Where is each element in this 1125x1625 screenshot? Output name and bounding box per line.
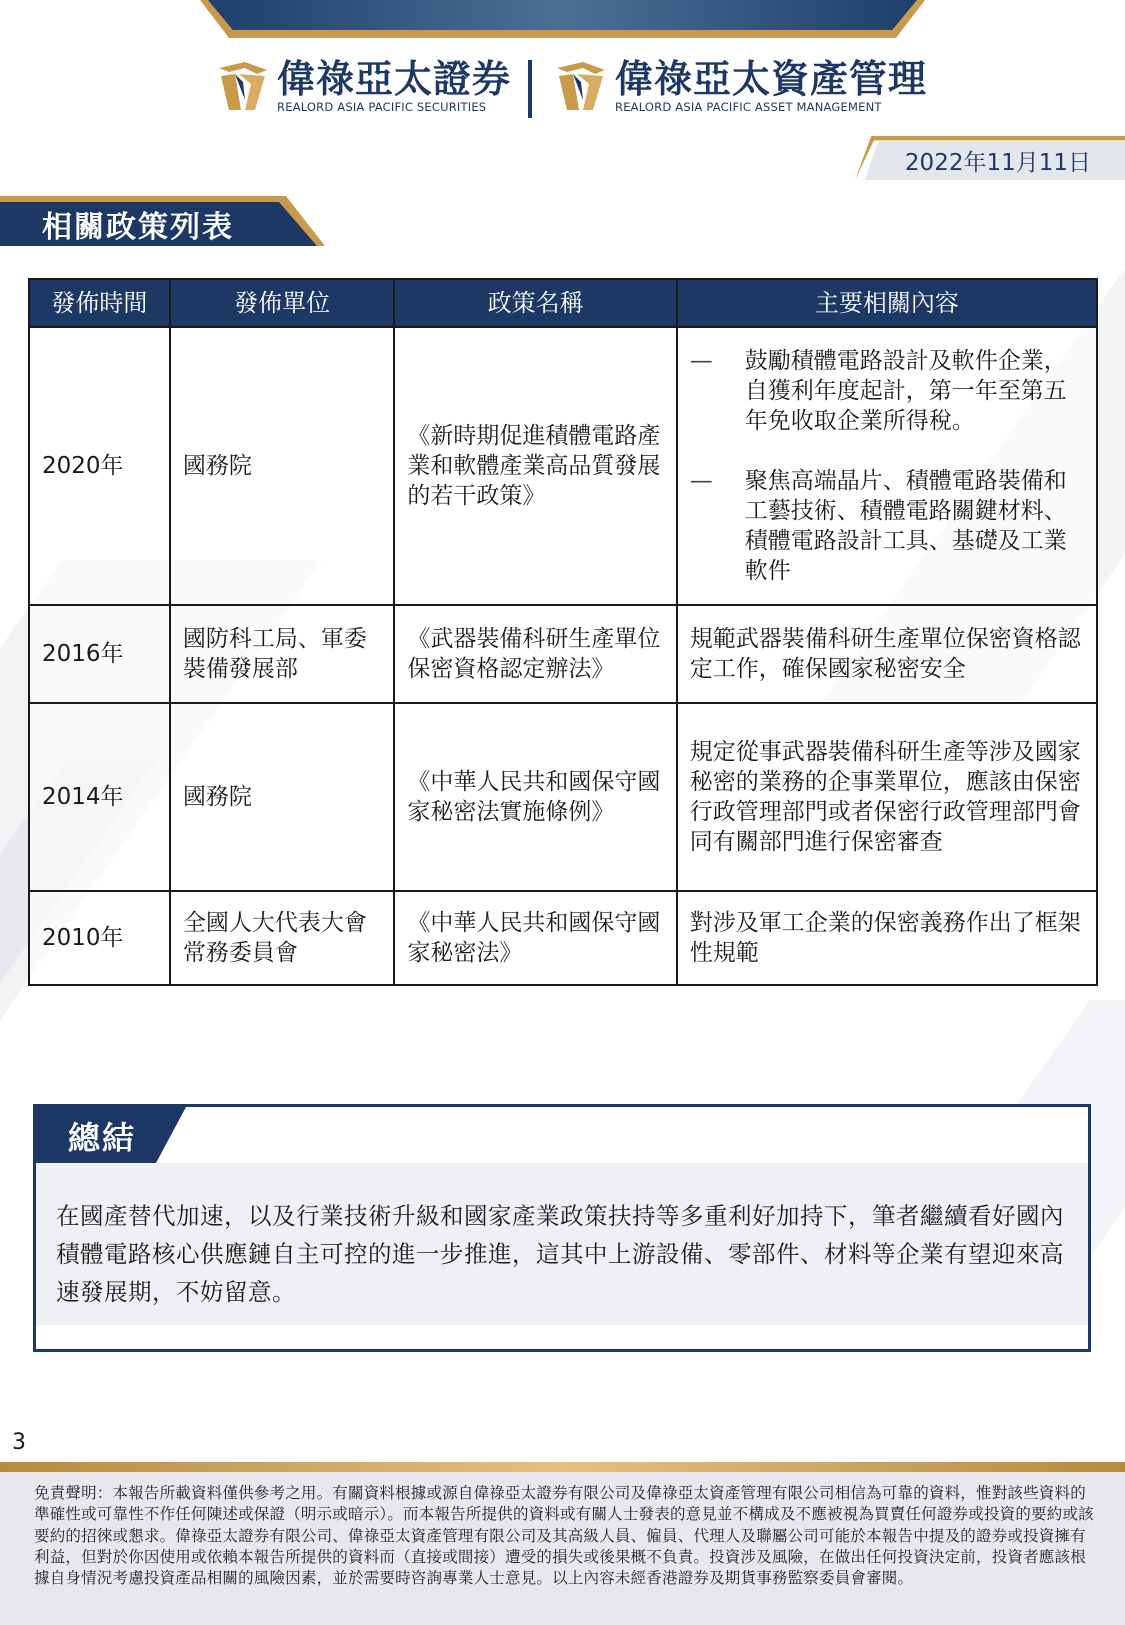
logo-divider — [528, 60, 532, 118]
cell-content: 規範武器裝備科研生產單位保密資格認定工作，確保國家秘密安全 — [677, 605, 1097, 703]
logo-asset-management — [553, 58, 927, 114]
logo-asset-cn: 偉祿亞太資產管理 — [615, 57, 928, 101]
cell-policy: 《中華人民共和國保守國家秘密法實施條例》 — [394, 703, 676, 891]
table-row — [29, 605, 1097, 703]
cell-year: 2014年 — [29, 703, 170, 891]
cell-unit: 全國人大代表大會常務委員會 — [170, 891, 395, 985]
cell-policy: 《中華人民共和國保守國家秘密法》 — [394, 891, 676, 985]
cell-content: 對涉及軍工企業的保密義務作出了框架性規範 — [677, 891, 1097, 985]
header-logos — [0, 58, 1125, 120]
content-list-item — [690, 346, 1084, 436]
table-header-row — [29, 279, 1097, 327]
section-title: 相關政策列表 — [42, 210, 234, 245]
summary-box — [33, 1104, 1091, 1352]
table-row — [29, 327, 1097, 605]
page-number: 3 — [12, 1430, 26, 1455]
lion-logo-icon — [215, 60, 271, 112]
column-header: 發佈時間 — [29, 279, 170, 327]
column-header: 發佈單位 — [170, 279, 395, 327]
cell-content — [677, 327, 1097, 605]
table-row — [29, 891, 1097, 985]
content-item-text: 聚焦高端晶片、積體電路裝備和工藝技術、積體電路關鍵材料、積體電路設計工具、基礎及工業軟件 — [744, 468, 1067, 584]
cell-year: 2016年 — [29, 605, 170, 703]
column-header: 主要相關內容 — [677, 279, 1097, 327]
content-item-text: 鼓勵積體電路設計及軟件企業，自獲利年度起計，第一年至第五年免收取企業所得稅。 — [744, 348, 1067, 434]
logo-securities — [215, 58, 511, 114]
cell-year: 2020年 — [29, 327, 170, 605]
cell-policy: 《新時期促進積體電路產業和軟體產業高品質發展的若干政策》 — [394, 327, 676, 605]
logo-securities-en: REALORD ASIA PACIFIC SECURITIES — [277, 100, 487, 114]
column-header: 政策名稱 — [394, 279, 676, 327]
cell-policy: 《武器裝備科研生產單位保密資格認定辦法》 — [394, 605, 676, 703]
cell-unit: 國防科工局、軍委裝備發展部 — [170, 605, 395, 703]
logo-securities-cn: 偉祿亞太證券 — [277, 57, 512, 101]
disclaimer-text: 免責聲明：本報告所載資料僅供參考之用。有關資料根據或源自偉祿亞太證券有限公司及偉祿亞太資產管理有限公司相信為可靠的資料，惟對該些資料的準確性或可靠性不作任何陳述或保證（明示或暗示）。而本報告所提供的資料或有關人士發表的意見並不構成及不應被視為買賣任何證券或投資的要約或該要約的招徠或懇求。偉祿亞太證券有限公司、偉祿亞太資產管理有限公司及其高級人員、僱員、代理人及聯屬公司可能於本報告中提及的證券或投資擁有利益，但對於你因使用或依賴本報告所提供的資料而（直接或間接）遭受的損失或後果概不負責。投資涉及風險，在做出任何投資決定前，投資者應該根據自身情況考慮投資產品相關的風險因素，並於需要時咨詢專業人士意見。以上內容未經香港證券及期貨事務監察委員會審閱。 — [34, 1484, 1094, 1588]
top-banner — [200, 0, 925, 38]
dash-bullet: — — [689, 468, 713, 494]
cell-unit: 國務院 — [170, 327, 395, 605]
lion-logo-icon — [553, 60, 609, 112]
summary-title: 總結 — [68, 1119, 137, 1157]
logo-asset-en: REALORD ASIA PACIFIC ASSET MANAGEMENT — [615, 100, 882, 114]
report-date: 2022年11月11日 — [904, 150, 1091, 176]
dash-bullet: — — [689, 348, 713, 374]
table-row — [29, 703, 1097, 891]
cell-year: 2010年 — [29, 891, 170, 985]
cell-content: 規定從事武器裝備科研生產等涉及國家秘密的業務的企事業單位，應該由保密行政管理部門或者保密行政管理部門會同有關部門進行保密審查 — [677, 703, 1097, 891]
policy-table — [28, 278, 1098, 986]
summary-text: 在國產替代加速，以及行業技術升級和國家產業政策扶持等多重利好加持下，筆者繼續看好國內積體電路核心供應鏈自主可控的進一步推進，這其中上游設備、零部件、材料等企業有望迎來高速發展期，不妨留意。 — [56, 1202, 1064, 1306]
content-list-item — [690, 466, 1084, 586]
footer-divider — [0, 1462, 1125, 1472]
cell-unit: 國務院 — [170, 703, 395, 891]
